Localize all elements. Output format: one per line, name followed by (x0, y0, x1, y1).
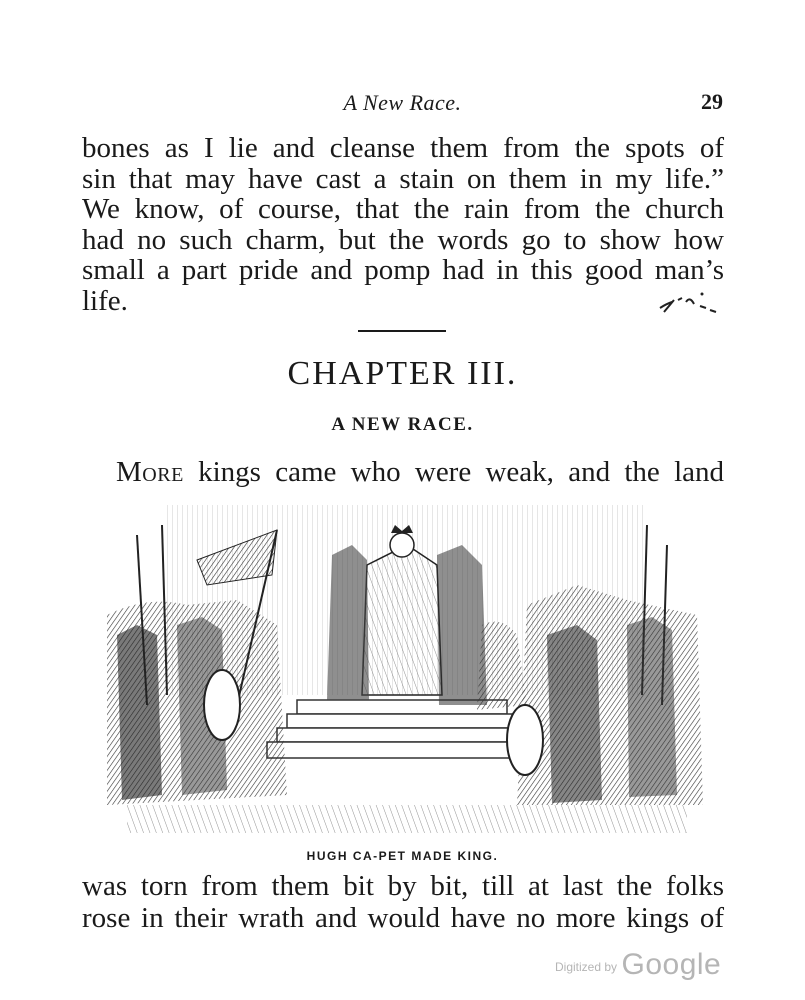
digitized-watermark (555, 948, 721, 982)
page-number: 29 (701, 89, 723, 114)
text-line: We know, of course, that the rain from the church (82, 193, 724, 225)
engraving-illustration (107, 505, 703, 835)
opening-text: kings came who were weak, and the land (183, 456, 724, 488)
watermark-brand: Google (621, 948, 722, 981)
text-line: life. (82, 284, 128, 317)
paragraph-top (82, 133, 724, 316)
paragraph-bottom (82, 870, 724, 934)
ink-flourish-mark (656, 286, 726, 316)
text-line: rose in their wrath and would have no more kings of (82, 902, 724, 934)
text-line: sin that may have cast a stain on them in my life.” (82, 162, 724, 195)
section-rule (358, 330, 446, 332)
text-line: bones as I lie and cleanse them from the spots of (82, 132, 724, 164)
text-line: was torn from them bit by bit, till at last the folks (82, 870, 724, 902)
illustration-caption: HUGH CA-PET MADE KING. (306, 849, 499, 863)
opening-word: More (116, 456, 184, 488)
text-line: had no such charm, but the words go to show how (82, 223, 724, 256)
chapter-heading: CHAPTER III. (287, 355, 518, 392)
chapter-subtitle: A NEW RACE. (331, 414, 474, 435)
chapter-opening-line (116, 455, 724, 489)
watermark-prefix: Digitized by (555, 960, 618, 974)
text-line: small a part pride and pomp had in this good man’s (82, 254, 724, 286)
running-title: A New Race. (343, 90, 462, 115)
